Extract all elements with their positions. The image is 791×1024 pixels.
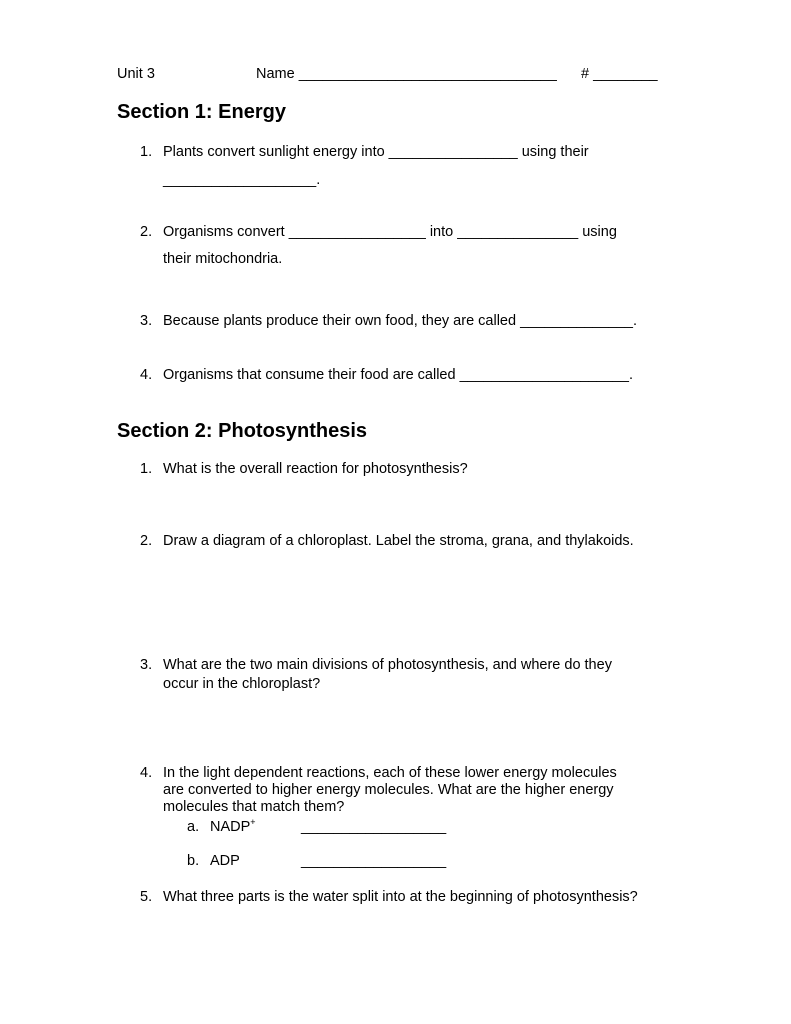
s1-q1-text-line1: Plants convert sunlight energy into ________________ using their bbox=[163, 144, 589, 160]
s2-q4-number: 4. bbox=[140, 765, 153, 781]
s1-q2-text-line2: their mitochondria. bbox=[163, 251, 283, 267]
s2-q1-number: 1. bbox=[140, 461, 153, 477]
s1-q2-number: 2. bbox=[140, 224, 153, 240]
s1-q4-number: 4. bbox=[140, 367, 153, 383]
s1-q3-text: Because plants produce their own food, they are called ______________. bbox=[163, 313, 638, 329]
s2-q5-text: What three parts is the water split into at the beginning of photosynthesis? bbox=[163, 889, 638, 905]
s2-q4-a-text bbox=[210, 819, 256, 835]
s2-q3-text-line1: What are the two main divisions of photosynthesis, and where do they bbox=[163, 657, 612, 673]
s1-q1-text-line2: ___________________. bbox=[163, 172, 321, 188]
s2-q4-b-text: ADP bbox=[210, 853, 240, 869]
number-field: # ________ bbox=[581, 66, 658, 82]
s2-q4-a-blank: __________________ bbox=[301, 819, 447, 835]
s2-q3-number: 3. bbox=[140, 657, 153, 673]
s2-q2-text: Draw a diagram of a chloroplast. Label the stroma, grana, and thylakoids. bbox=[163, 533, 634, 549]
name-field: Name ________________________________ bbox=[256, 66, 557, 82]
s1-q1-number: 1. bbox=[140, 144, 153, 160]
s1-q3-number: 3. bbox=[140, 313, 153, 329]
s2-q3-text-line2: occur in the chloroplast? bbox=[163, 676, 321, 692]
s2-q4-text-line2: are converted to higher energy molecules. What are the higher energy bbox=[163, 782, 614, 798]
section-1-title: Section 1: Energy bbox=[117, 101, 286, 123]
s2-q4-b-blank: __________________ bbox=[301, 853, 447, 869]
nadp-label: NADP bbox=[210, 819, 251, 835]
s1-q4-text: Organisms that consume their food are called _____________________. bbox=[163, 367, 633, 383]
section-2-title: Section 2: Photosynthesis bbox=[117, 420, 368, 442]
s2-q1-text: What is the overall reaction for photosynthesis? bbox=[163, 461, 468, 477]
s2-q5-number: 5. bbox=[140, 889, 153, 905]
s2-q2-number: 2. bbox=[140, 533, 153, 549]
s2-q4-text-line3: molecules that match them? bbox=[163, 799, 345, 815]
nadp-superscript: + bbox=[250, 817, 256, 828]
unit-label: Unit 3 bbox=[117, 66, 155, 82]
s2-q4-text-line1: In the light dependent reactions, each of these lower energy molecules bbox=[163, 765, 617, 781]
s2-q4-b-letter: b. bbox=[187, 853, 200, 869]
s2-q4-a-letter: a. bbox=[187, 819, 200, 835]
s1-q2-text-line1: Organisms convert _________________ into _______________ using bbox=[163, 224, 617, 240]
